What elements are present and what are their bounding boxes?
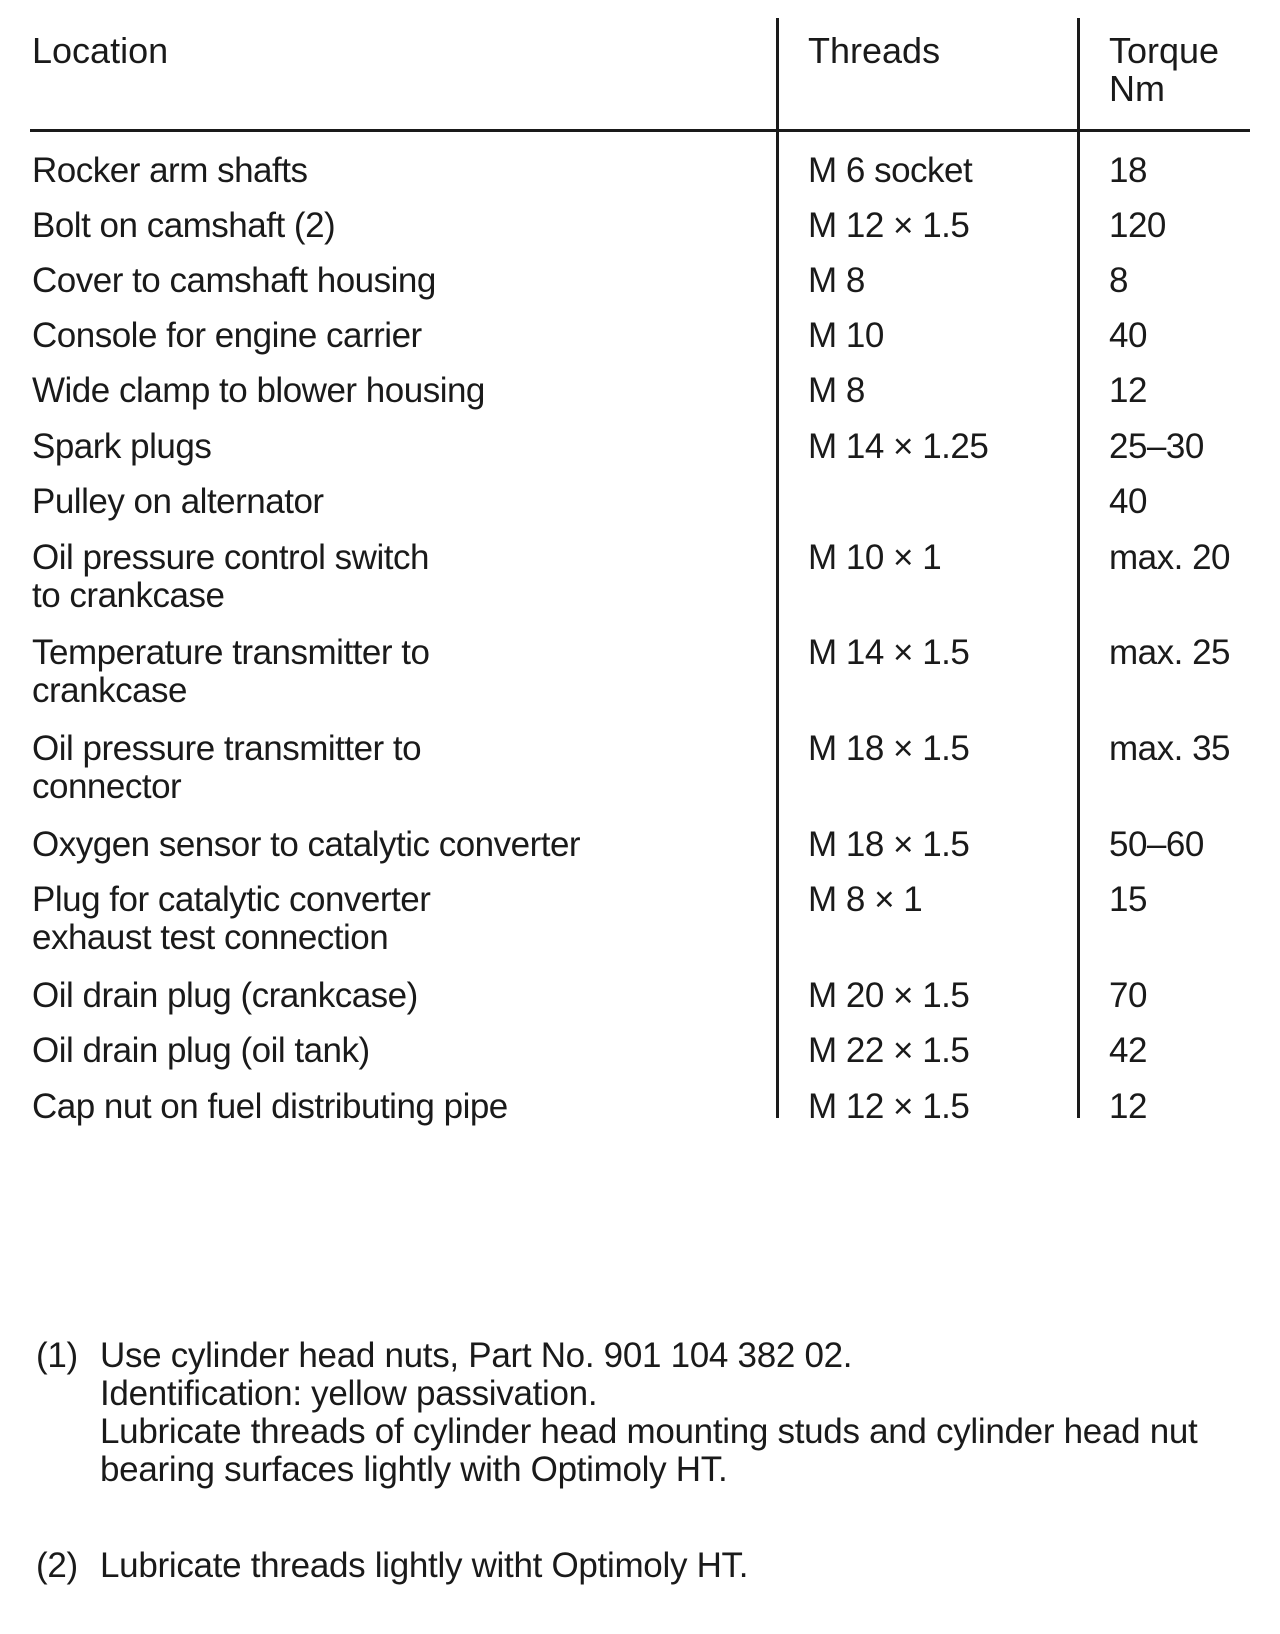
header-torque-line1: Torque [1109,30,1220,71]
torque-cell: 25–30 [1109,427,1204,466]
threads-cell: M 22 × 1.5 [808,1031,970,1070]
location-cell: Temperature transmitter to crankcase [32,633,430,710]
header-torque-line2: Nm [1109,68,1165,109]
threads-cell: M 8 [808,261,865,300]
location-cell: Oxygen sensor to catalytic converter [32,825,581,864]
torque-cell: 40 [1109,482,1147,521]
threads-cell: M 12 × 1.5 [808,1087,970,1126]
location-cell: Cap nut on fuel distributing pipe [32,1087,508,1126]
torque-cell: max. 20 [1109,538,1230,577]
footnote-2-mark: (2) [36,1546,78,1585]
location-cell: Bolt on camshaft (2) [32,206,336,245]
location-cell: Oil pressure transmitter to connector [32,729,422,806]
footnote-2 [36,1547,748,1585]
header-threads: Threads [808,30,941,71]
footnotes [36,1336,1266,1585]
location-cell: Rocker arm shafts [32,151,308,190]
threads-cell: M 18 × 1.5 [808,825,970,864]
torque-cell: max. 25 [1109,633,1230,672]
footnote-1-line2: Identification: yellow passivation. [100,1374,598,1413]
column-divider-threads [776,18,779,1118]
torque-cell: max. 35 [1109,729,1230,768]
footnote-1-mark: (1) [36,1336,78,1375]
header-rule [30,129,1250,132]
threads-cell: M 8 [808,371,865,410]
threads-cell: M 14 × 1.25 [808,427,989,466]
location-cell: Plug for catalytic converter exhaust test connection [32,880,431,957]
header-location: Location [32,30,169,71]
location-cell: Cover to camshaft housing [32,261,436,300]
location-cell: Pulley on alternator [32,482,324,521]
torque-cell: 40 [1109,316,1147,355]
location-cell: Oil pressure control switch to crankcase [32,538,429,615]
torque-cell: 12 [1109,1087,1147,1126]
threads-cell: M 12 × 1.5 [808,206,970,245]
threads-cell: M 20 × 1.5 [808,976,970,1015]
location-cell: Spark plugs [32,427,212,466]
torque-cell: 50–60 [1109,825,1204,864]
footnote-1 [36,1337,1266,1489]
threads-cell: M 6 socket [808,151,973,190]
threads-cell: M 14 × 1.5 [808,633,970,672]
location-cell: Wide clamp to blower housing [32,371,485,410]
column-divider-torque [1077,18,1080,1118]
location-cell: Console for engine carrier [32,316,422,355]
torque-cell: 8 [1109,261,1128,300]
torque-cell: 18 [1109,151,1147,190]
threads-cell: M 10 [808,316,884,355]
footnote-1-lubrication: Lubricate threads of cylinder head mounting studs and cylinder head nut bearing surfaces lightly with Optimoly HT. [100,1412,1198,1489]
threads-cell: M 18 × 1.5 [808,729,970,768]
footnote-1-line1: Use cylinder head nuts, Part No. 901 104 382 02. [100,1336,853,1375]
threads-cell: M 8 × 1 [808,880,923,919]
threads-cell: M 10 × 1 [808,538,942,577]
torque-cell: 12 [1109,371,1147,410]
torque-cell: 15 [1109,880,1147,919]
header-torque [1109,32,1249,108]
footnote-2-text: Lubricate threads lightly witht Optimoly HT. [100,1546,749,1585]
torque-cell: 42 [1109,1031,1147,1070]
location-cell: Oil drain plug (crankcase) [32,976,418,1015]
torque-cell: 120 [1109,206,1166,245]
torque-cell: 70 [1109,976,1147,1015]
location-cell: Oil drain plug (oil tank) [32,1031,370,1070]
